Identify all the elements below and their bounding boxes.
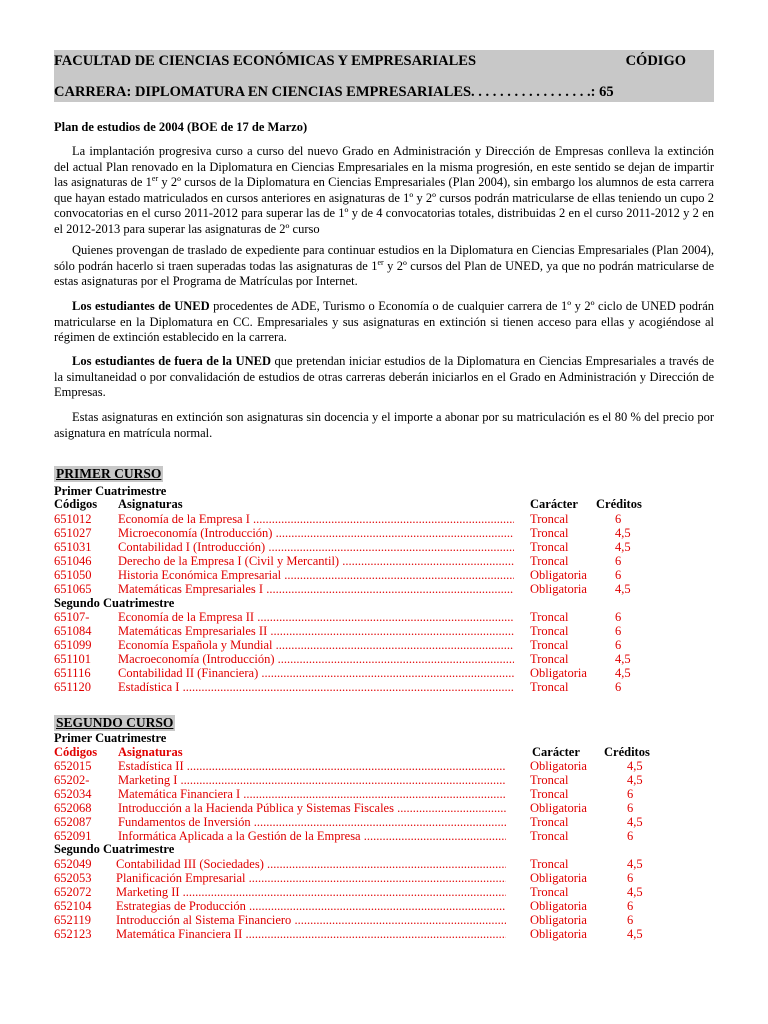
course-caracter: Troncal	[530, 610, 569, 624]
course-caracter: Troncal	[530, 512, 569, 526]
course-code: 651120	[54, 680, 92, 694]
course-code: 651099	[54, 638, 92, 652]
course-name: Estrategias de Producción .....	[116, 899, 506, 914]
course-name: Marketing I .....	[118, 773, 506, 788]
paragraph-4: Los estudiantes de fuera de la UNED que pretendan iniciar estudios de la Diplomatura en Ciencias Empresariales a través de la simultaneidad o por convalidación de estudios de otras carreras deberán iniciarlos en el Grado en Administración y Dirección de Empresas.	[54, 354, 714, 399]
course-name: Marketing II .....	[116, 885, 506, 900]
course-code: 652015	[54, 759, 92, 773]
course-code: 651101	[54, 652, 92, 666]
course-name: Matemática Financiera I .....	[118, 787, 506, 802]
course-creditos: 6	[627, 899, 634, 913]
course-caracter: Obligatoria	[530, 913, 587, 927]
course-code: 651031	[54, 540, 92, 554]
course-code: 65107-	[54, 610, 90, 624]
course-code: 652034	[54, 787, 92, 801]
course-name: Historia Económica Empresarial .....	[118, 568, 514, 583]
table-row	[0, 871, 768, 885]
table-row	[0, 857, 768, 871]
table-row	[0, 885, 768, 899]
table-row	[0, 927, 768, 941]
table-row	[0, 773, 768, 787]
table-row	[0, 624, 768, 638]
course-name: Derecho de la Empresa I (Civil y Mercantil) .....	[118, 554, 514, 569]
course-caracter: Troncal	[530, 680, 569, 694]
course-creditos: 6	[627, 913, 634, 927]
course-caracter: Obligatoria	[530, 759, 587, 773]
course-creditos: 6	[627, 871, 634, 885]
course-caracter: Obligatoria	[530, 582, 587, 596]
table-row	[0, 913, 768, 927]
course-creditos: 4,5	[627, 773, 643, 787]
course-creditos: 6	[615, 568, 622, 582]
course-caracter: Obligatoria	[530, 899, 587, 913]
course-name: Informática Aplicada a la Gestión de la Empresa .....	[118, 829, 506, 844]
course-caracter: Troncal	[530, 829, 569, 843]
course-name: Economía de la Empresa II .....	[118, 610, 514, 625]
course-caracter: Obligatoria	[530, 927, 587, 941]
table-row	[0, 829, 768, 843]
faculty-title: FACULTAD DE CIENCIAS ECONÓMICAS Y EMPRESARIALES	[54, 53, 477, 69]
course-name: Microeconomía (Introducción) .....	[118, 526, 514, 541]
course-caracter: Troncal	[530, 540, 569, 554]
course-name: Economía de la Empresa I .....	[118, 512, 514, 527]
col-asignaturas: Asignaturas	[118, 497, 183, 511]
table-row	[0, 512, 768, 526]
course-caracter: Obligatoria	[530, 666, 587, 680]
segundo-curso-title: SEGUNDO CURSO	[56, 715, 174, 730]
course-creditos: 6	[627, 787, 634, 801]
course-caracter: Troncal	[530, 652, 569, 666]
course-caracter: Troncal	[530, 554, 569, 568]
primer-curso-c1: Primer Cuatrimestre	[54, 484, 167, 498]
table-row	[0, 526, 768, 540]
course-code: 651084	[54, 624, 92, 638]
course-name: Matemáticas Empresariales I .....	[118, 582, 514, 597]
course-creditos: 4,5	[615, 540, 631, 554]
segundo-curso-c2: Segundo Cuatrimestre	[54, 842, 175, 856]
course-creditos: 6	[615, 680, 622, 694]
course-code: 652123	[54, 927, 92, 941]
course-creditos: 6	[627, 829, 634, 843]
table-row	[0, 540, 768, 554]
course-code: 651012	[54, 512, 92, 526]
course-caracter: Troncal	[530, 624, 569, 638]
course-caracter: Troncal	[530, 526, 569, 540]
course-name: Contabilidad III (Sociedades) .....	[116, 857, 506, 872]
course-name: Contabilidad I (Introducción) .....	[118, 540, 514, 555]
col-caracter: Carácter	[530, 497, 578, 511]
course-code: 652072	[54, 885, 92, 899]
course-creditos: 4,5	[627, 885, 643, 899]
course-creditos: 4,5	[615, 666, 631, 680]
paragraph-2: Quienes provengan de traslado de expediente para continuar estudios en la Diplomatura en Ciencias Empresariales (Plan 2004), sólo podrán hacerlo si traen superadas todas las asignaturas de 1er y 2º cursos del Plan de UNED, ya que no podrán matricularse de estas asignaturas por el Programa de Matrículas por Internet.	[54, 243, 715, 288]
course-code: 652087	[54, 815, 92, 829]
course-creditos: 4,5	[615, 652, 631, 666]
course-creditos: 4,5	[615, 526, 631, 540]
course-caracter: Troncal	[530, 815, 569, 829]
table-row	[0, 582, 768, 596]
course-code: 652104	[54, 899, 92, 913]
primer-curso-c2: Segundo Cuatrimestre	[54, 596, 175, 610]
course-caracter: Obligatoria	[530, 801, 587, 815]
course-name: Contabilidad II (Financiera) .....	[118, 666, 514, 681]
course-name: Estadística I .....	[118, 680, 514, 695]
table-row	[0, 815, 768, 829]
course-code: 651050	[54, 568, 92, 582]
course-creditos: 6	[615, 610, 622, 624]
career-title: CARRERA: DIPLOMATURA EN CIENCIAS EMPRESARIALES. . . . . . . . . . . . . . . . .: 65	[54, 84, 614, 100]
course-code: 652091	[54, 829, 92, 843]
course-creditos: 4,5	[615, 582, 631, 596]
table-row	[0, 787, 768, 801]
paragraph-5: Estas asignaturas en extinción son asignaturas sin docencia y el importe a abonar por su matriculación es el 80 % del precio por asignatura en matrícula normal.	[54, 410, 714, 440]
course-caracter: Troncal	[530, 885, 569, 899]
course-code: 652119	[54, 913, 92, 927]
table-row	[0, 759, 768, 773]
course-caracter: Troncal	[530, 773, 569, 787]
course-creditos: 4,5	[627, 759, 643, 773]
course-code: 651046	[54, 554, 92, 568]
course-code: 652068	[54, 801, 92, 815]
table-row	[0, 638, 768, 652]
course-name: Matemáticas Empresariales II .....	[118, 624, 514, 639]
table-row	[0, 899, 768, 913]
course-name: Macroeconomía (Introducción) .....	[118, 652, 514, 667]
col-codigos: Códigos	[54, 497, 98, 511]
course-creditos: 6	[615, 554, 622, 568]
table-row	[0, 568, 768, 582]
codigo-label: CÓDIGO	[625, 53, 686, 69]
course-name: Introducción al Sistema Financiero .....	[116, 913, 506, 928]
col-caracter-2: Carácter	[532, 745, 580, 759]
paragraph-1: La implantación progresiva curso a curso del nuevo Grado en Administración y Dirección de Empresas conlleva la extinción del actual Plan renovado en la Diplomatura en Ciencias Empresariales en la misma progresión, en este sentido se dejan de impartir las asignaturas de 1er y 2º cursos de la Diplomatura en Ciencias Empresariales (Plan 2004), sin embargo los alumnos de esta carrera que hayan estado matriculados en cursos anteriores en asignaturas de 1º y 2º cursos podrán matricularse de ellas teniendo un cupo 2 convocatorias en el curso 2011-2012 para superar las de 1º y de 4 convocatorias totales, distribuidas 2 en el curso 2011-2012 y 2 en el 2012-2013 para superar las asignaturas de 2º curso	[54, 144, 714, 236]
course-code: 651065	[54, 582, 92, 596]
course-creditos: 6	[627, 801, 634, 815]
header-band	[54, 50, 714, 102]
col-asignaturas-2: Asignaturas	[118, 745, 183, 759]
course-code: 652049	[54, 857, 92, 871]
table-row	[0, 554, 768, 568]
segundo-curso-c1: Primer Cuatrimestre	[54, 731, 167, 745]
table-row	[0, 801, 768, 815]
course-code: 65202-	[54, 773, 90, 787]
course-name: Planificación Empresarial .....	[116, 871, 506, 886]
course-creditos: 6	[615, 512, 622, 526]
course-name: Fundamentos de Inversión .....	[118, 815, 506, 830]
col-codigos-2: Códigos	[54, 745, 98, 759]
course-code: 651027	[54, 526, 92, 540]
course-caracter: Obligatoria	[530, 568, 587, 582]
course-name: Economía Española y Mundial .....	[118, 638, 514, 653]
col-creditos-2: Créditos	[604, 745, 650, 759]
table-row	[0, 610, 768, 624]
course-name: Matemática Financiera II .....	[116, 927, 506, 942]
course-creditos: 4,5	[627, 927, 643, 941]
course-creditos: 4,5	[627, 815, 643, 829]
plan-heading: Plan de estudios de 2004 (BOE de 17 de Marzo)	[54, 120, 308, 134]
course-name: Introducción a la Hacienda Pública y Sistemas Fiscales .....	[118, 801, 506, 816]
table-row	[0, 652, 768, 666]
col-creditos: Créditos	[596, 497, 642, 511]
course-creditos: 6	[615, 624, 622, 638]
primer-curso-title: PRIMER CURSO	[56, 466, 162, 481]
course-caracter: Troncal	[530, 787, 569, 801]
paragraph-3: Los estudiantes de UNED procedentes de ADE, Turismo o Economía o de cualquier carrera de 1º y 2º ciclo de UNED podrán matricularse en la Diplomatura en CC. Empresariales y sus asignaturas en extinción si tienen acceso para ellas y acogiéndose al régimen de extinción establecido en la carrera.	[54, 299, 714, 344]
course-code: 651116	[54, 666, 91, 680]
course-caracter: Obligatoria	[530, 871, 587, 885]
course-creditos: 6	[615, 638, 622, 652]
course-name: Estadística II .....	[118, 759, 506, 774]
course-creditos: 4,5	[627, 857, 643, 871]
table-row	[0, 680, 768, 694]
course-code: 652053	[54, 871, 92, 885]
table-row	[0, 666, 768, 680]
course-caracter: Troncal	[530, 638, 569, 652]
course-caracter: Troncal	[530, 857, 569, 871]
